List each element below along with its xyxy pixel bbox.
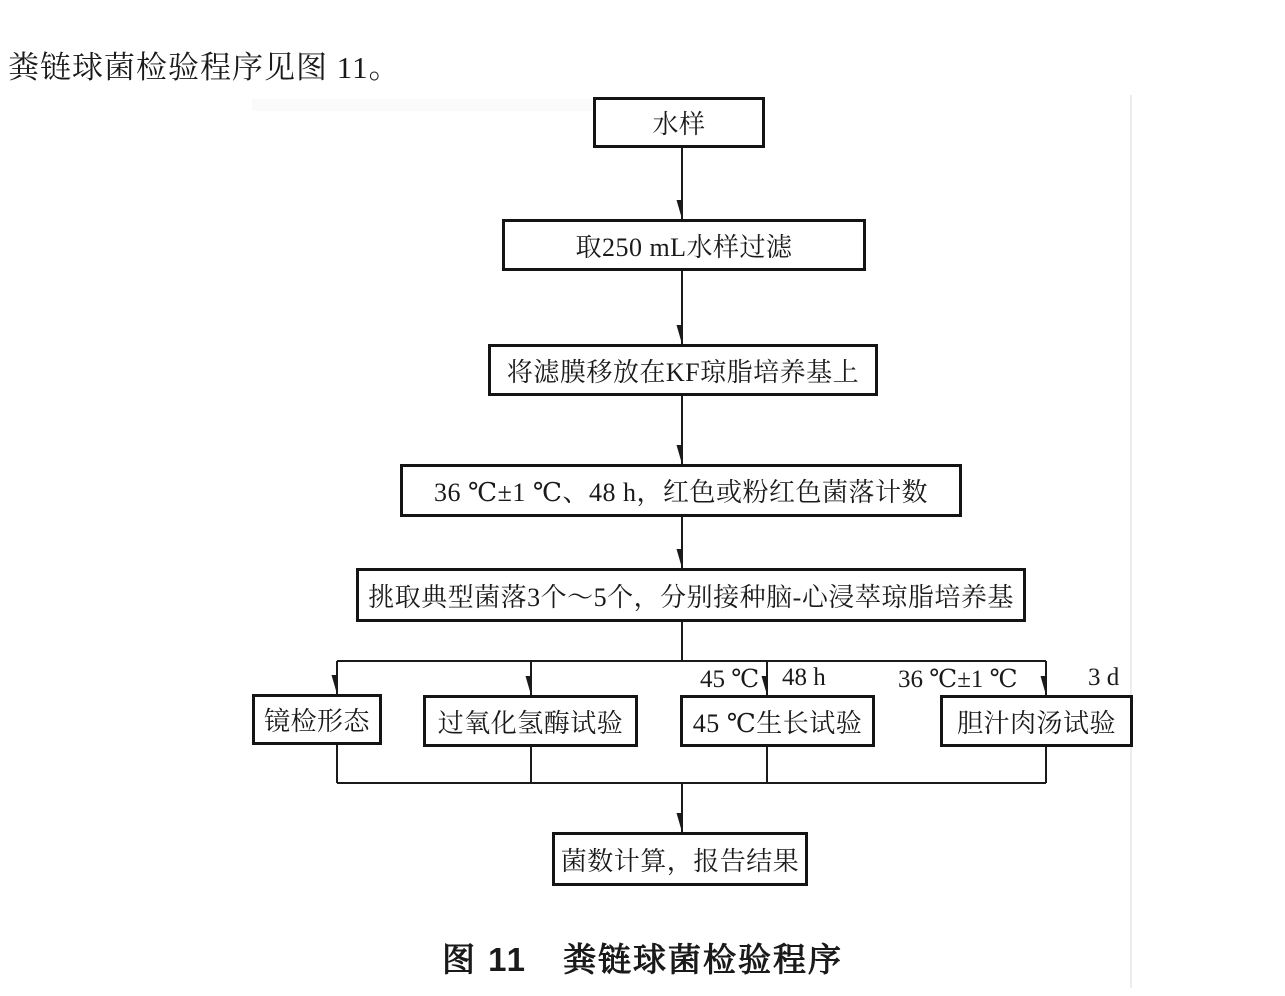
edge-label-bile-temp: 36 ℃±1 ℃ [898,666,1018,693]
node-report: 菌数计算，报告结果 [552,832,808,886]
node-growth-45-test: 45 ℃生长试验 [680,695,875,747]
figure-caption [0,934,1285,981]
node-filter-sample: 取250 mL水样过滤 [502,219,866,271]
edge-label-bile-time: 3 d [1088,664,1120,691]
figure-caption-title: 粪链球菌检验程序 [563,941,844,978]
node-water-sample: 水样 [593,97,765,148]
edge-label-growth-time: 48 h [782,664,826,691]
edge-label-growth-temp: 45 ℃ [700,666,760,693]
node-membrane-transfer: 将滤膜移放在KF琼脂培养基上 [488,344,878,396]
node-incubate-count: 36 ℃±1 ℃、48 h，红色或粉红色菌落计数 [400,464,962,517]
node-bile-broth-test: 胆汁肉汤试验 [940,695,1133,747]
figure-caption-label: 图 11 [441,941,528,978]
intro-text: 粪链球菌检验程序见图 11。 [8,50,401,85]
node-microscopy: 镜检形态 [252,694,382,745]
node-catalase-test: 过氧化氢酶试验 [423,695,638,747]
node-pick-colonies: 挑取典型菌落3个～5个，分别接种脑-心浸萃琼脂培养基 [356,568,1026,622]
